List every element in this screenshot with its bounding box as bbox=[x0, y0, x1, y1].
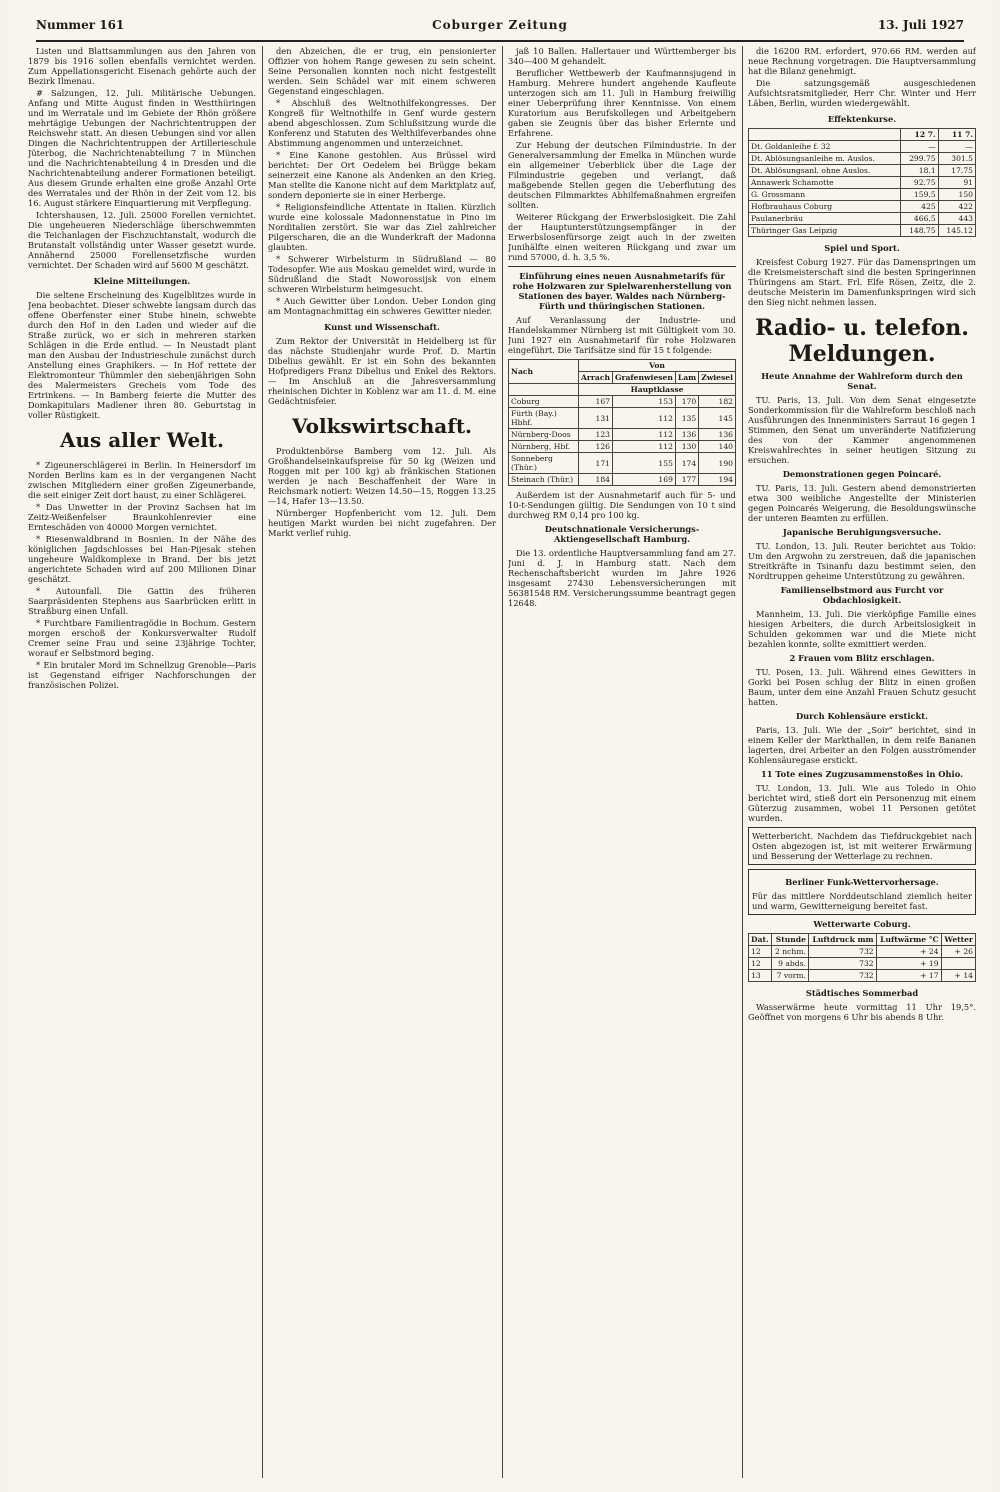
article-text: Zur Hebung der deutschen Filmindustrie. In der Generalversammlung der Emelka in München wurde ein allgemeiner Ueberblick über die Lage der Filmindustrie gegeben und verlangt, daß maßgebende Stellen gegen die Ueberflutung des deutschen Filmmarktes Abhilfemaßnahmen ergreifen sollten. bbox=[508, 140, 736, 210]
article-text: Ichtershausen, 12. Juli. 25000 Forellen vernichtet. Die ungeheueren Niederschläge überschwemmten die Teichanlagen der Fischzuchtanstalt, wodurch die Brutanstalt vollständig unter Wasser gesetzt wurde. Annähernd 25000 Forellensetzfische wurden vernichtet. Der Schaden wird auf 5600 M geschätzt. bbox=[28, 210, 256, 270]
article-text: * Abschluß des Weltnothilfekongresses. Der Kongreß für Weltnothilfe in Genf wurde gestern abend abgeschlossen. Zum Schlußsitzung wurde die Konferenz und Statuten des Welthilfeverbandes ohne Abstimmung angenommen und unterzeichnet. bbox=[268, 98, 496, 148]
article-heading: Deutschnationale Versicherungs-Aktiengesellschaft Hamburg. bbox=[544, 524, 700, 544]
article-text: Wasserwärme heute vormittag 11 Uhr 19,5°. Geöffnet von morgens 6 Uhr bis abends 8 Uhr. bbox=[748, 1002, 976, 1022]
stock-table: 12 7. 11 7. Dt. Goldanleihe f. 32 — — Dt. Ablösungsanleihe m. Auslos. 299.75 301.5 Dt. Ablösungsanl. ohne Auslos. 18.1 17.75 Annawerk Schamotte 92.75 91 G. Grossmann 159.5 150 Hofbrauhaus Coburg 425 422 Paulanerbräu 466.5 443 Thüringer Gas Leipzig 148.75 145.12 bbox=[748, 128, 976, 237]
weather-table: Dat. Stunde Luftdruck mm Luftwärme °C Wetter 12 2 nchm. 732 + 24 + 26 12 9 abds. 732 + 19 13 7 vorm. 732 + 17 + 14 bbox=[748, 933, 976, 982]
newspaper-title: Coburger Zeitung bbox=[432, 18, 568, 32]
table-header: Hauptklasse bbox=[579, 384, 736, 396]
article-text: # Salzungen, 12. Juli. Militärische Uebungen. Anfang und Mitte August finden in Westthüringen und im Werratale und im Gebiete der Rhön größere mehrtägige Uebungen der Nachrichtentruppen der Reichswehr statt. An diesen Uebungen sind vor allen Dingen die Nachrichtentruppen der Artillerieschule Jüterbog, die Nachrichtenabteilung 7 in München und die Nachrichtenabteilung 4 in Dresden und die Nachrichtenabteilung anderer Formationen beteiligt. Aus diesem Grunde erhalten eine große Anzahl Orte des Werratales und der Rhön in der Zeit vom 12. bis 16. August stärkere Einquartierung mit Verpflegung. bbox=[28, 88, 256, 208]
table-row: G. Grossmann 159.5 150 bbox=[749, 189, 976, 201]
article-text: * Eine Kanone gestohlen. Aus Brüssel wird berichtet: Der Ort Oedelem bei Brügge bekam seinerzeit eine Kanone als Andenken an den Krieg. Man stellte die Kanone nicht auf dem Marktplatz auf, sondern deponierte sie in einer Herberge. bbox=[268, 150, 496, 200]
table-header: Zwiesel bbox=[699, 372, 736, 384]
article-text: Produktenbörse Bamberg vom 12. Juli. Als Großhandelseinkaufspreise für 50 kg (Weizen und Roggen mit per 100 kg) ab fränkischen Stationen werden je nach Beschaffenheit der Ware in Reichsmark notiert: Weizen 14.50—15, Roggen 13.25—14, Hafer 13—13.50. bbox=[268, 446, 496, 506]
article-text: Außerdem ist der Ausnahmetarif auch für 5- und 10-t-Sendungen gültig. Die Sendungen von 10 t sind durchweg RM 0,14 pro 100 kg. bbox=[508, 490, 736, 520]
article-heading: Heute Annahme der Wahlreform durch den Senat. bbox=[761, 371, 963, 391]
section-heading: Kleine Mitteilungen. bbox=[93, 276, 191, 286]
section-heading: Aus aller Welt. bbox=[59, 428, 224, 452]
section-heading: Volkswirtschaft. bbox=[291, 414, 473, 438]
table-row: 13 7 vorm. 732 + 17 + 14 bbox=[749, 970, 976, 982]
column-1 bbox=[28, 46, 256, 1478]
article-text: Beruflicher Wettbewerb der Kaufmannsjugend in Hamburg. Mehrere hundert angehende Kaufleute unterzogen sich am 11. Juli in Hamburg freiwillig einer Ueberprüfung ihrer Kenntnisse. Von einem Kuratorium aus Berufskollegen und Arbeitgebern gaben sie Zeugnis über das bisher Erlernte und Erfahrene. bbox=[508, 68, 736, 138]
article-heading: Japanische Beruhigungsversuche. bbox=[782, 527, 942, 537]
table-row: Dt. Ablösungsanleihe m. Auslos. 299.75 301.5 bbox=[749, 153, 976, 165]
masthead bbox=[36, 12, 964, 42]
table-row: 12 2 nchm. 732 + 24 + 26 bbox=[749, 946, 976, 958]
column-2 bbox=[268, 46, 496, 1478]
article-text: den Abzeichen, die er trug, ein pensionierter Offizier von hohem Range gewesen zu sein scheint. Seine Personalien konnten noch nicht festgestellt werden. Sein Schädel war mit einem schweren Gegenstand eingeschlagen. bbox=[268, 46, 496, 96]
section-heading: Spiel und Sport. bbox=[824, 243, 900, 253]
article-heading: Familienselbstmord aus Furcht vor Obdachlosigkeit. bbox=[780, 585, 944, 605]
table-row: Paulanerbräu 466.5 443 bbox=[749, 213, 976, 225]
table-row: Steinach (Thür.) 184 169 177 194 bbox=[509, 474, 736, 486]
article-text: * Religionsfeindliche Attentate in Italien. Kürzlich wurde eine kolossale Madonnenstatue in Pino im Norditalien zerstört. Sie war das Ziel zahlreicher Pilgerscharen, die an die Wunderkraft der Madonna glaubten. bbox=[268, 202, 496, 252]
article-text: TU. Paris, 13. Juli. Von dem Senat eingesetzte Sonderkommission für die Wahlreform beschloß nach Ausführungen des Innenministers Sarraut 16 gegen 1 Stimmen, den Senat um unveränderte Natifizierung des von der Kammer angenommenen Kreiswahlrechtes in seiner heutigen Sitzung zu ersuchen. bbox=[748, 395, 976, 465]
article-heading: Demonstrationen gegen Poincaré. bbox=[782, 469, 942, 479]
column-divider bbox=[742, 46, 743, 1478]
issue-date: 13. Juli 1927 bbox=[877, 18, 964, 32]
article-text: Listen und Blattsammlungen aus den Jahren von 1879 bis 1916 sollen ebenfalls vernichtet werden. Zum Appellationsgericht Eisenach gehörte auch der Bezirk Ilmenau. bbox=[28, 46, 256, 86]
article-text: Die seltene Erscheinung des Kugelblitzes wurde in Jena beobachtet. Dieser schwebte langsam durch das offene Oberfenster einer Stube hinein, schwebte durch den Hof in den Laden und wieder auf die Straße zurück, wo er sich in mehreren starken Schlägen in die Erde entlud. — In Neustadt plant man den Ausbau der Industrieschule zunächst durch Anstellung eines Graphikers. — In Hof rettete der Elektromonteur Thümmler den siebenjährigen Sohn des Malermeisters Grecheis vom Tode des Ertrinkens. — In Bamberg feierte die Mutter des Domkapitulars Madlener ihren 80. Geburtstag in voller Rüstigkeit. bbox=[28, 290, 256, 420]
article-text: * Zigeunerschlägerei in Berlin. In Heinersdorf im Norden Berlins kam es in der vergangenen Nacht zwischen Mitgliedern einer großen Zigeunerbande, die seit einiger Zeit dort haust, zu einer Schlägerei. bbox=[28, 460, 256, 500]
table-row: Nürnberg-Doos 123 112 136 136 bbox=[509, 429, 736, 441]
article-text: * Schwerer Wirbelsturm in Südrußland — 80 Todesopfer. Wie aus Moskau gemeldet wird, wurde in Südrußland die Stadt Noworossijsk von einem schweren Wirbelsturm heimgesucht. bbox=[268, 254, 496, 294]
article-text: Mannheim, 13. Juli. Die vierköpfige Familie eines hiesigen Arbeiters, die durch Arbeitslosigkeit in Schulden gekommen war und die Miete nicht bezahlen konnte, sollte exmittiert werden. bbox=[748, 609, 976, 649]
article-heading: 11 Tote eines Zugzusammenstoßes in Ohio. bbox=[761, 769, 963, 779]
article-text: * Autounfall. Die Gattin des früheren Saarpräsidenten Stephens aus Saarbrücken erlitt in Straßburg einen Unfall. bbox=[28, 586, 256, 616]
article-heading: Einführung eines neuen Ausnahmetarifs für rohe Holzwaren zur Spielwarenherstellung von Stationen des bayer. Waldes nach Nürnberg-Fürth und thüringischen Stationen. bbox=[512, 271, 732, 311]
tariff-table bbox=[508, 359, 736, 486]
article-text: TU. Posen, 13. Juli. Während eines Gewitters in Gorki bei Posen schlug der Blitz in einen großen Baum, unter dem eine Anzahl Frauen Schutz gesucht hatten. bbox=[748, 667, 976, 707]
article-text: * Das Unwetter in der Provinz Sachsen hat im Zeitz-Weißenfelser Braunkohlenrevier eine Ernteschäden von 40000 Morgen vernichtet. bbox=[28, 502, 256, 532]
article-text: die 16200 RM. erfordert, 970.66 RM. werden auf neue Rechnung vorgetragen. Die Hauptversammlung hat die Bilanz genehmigt. bbox=[748, 46, 976, 76]
column-divider bbox=[262, 46, 263, 1478]
table-row: Hofbrauhaus Coburg 425 422 bbox=[749, 201, 976, 213]
section-heading: Radio- u. telefon. Meldungen. bbox=[755, 315, 969, 367]
article-text: Zum Rektor der Universität in Heidelberg ist für das nächste Studienjahr wurde Prof. D. Martin Dibelius gewählt. Er ist ein Sohn des bekannten Hofpredigers Franz Dibelius und Enkel des Rektors. — Im Anschluß an die Jahresversammlung rheinischen Dichter in Koblenz war am 11. d. M. eine Gedächtnisfeier. bbox=[268, 336, 496, 406]
table-header: Lam bbox=[675, 372, 698, 384]
article-heading: Durch Kohlensäure erstickt. bbox=[795, 711, 929, 721]
table-row: 12 9 abds. 732 + 19 bbox=[749, 958, 976, 970]
article-text: TU. Paris, 13. Juli. Gestern abend demonstrierten etwa 300 weibliche Angestellte der Ministerien gegen Poincarés Weigerung, die Besoldungswünsche der unteren Beamten zu erfüllen. bbox=[748, 483, 976, 523]
table-header: Von bbox=[579, 360, 736, 372]
table-row: Fürth (Bay.) Hbhf. 131 112 135 145 bbox=[509, 408, 736, 429]
table-row: Nürnberg, Hbf. 126 112 130 140 bbox=[509, 441, 736, 453]
section-heading: Kunst und Wissenschaft. bbox=[324, 322, 440, 332]
article-text: Kreisfest Coburg 1927. Für das Damenspringen um die Kreismeisterschaft sind die besten Springerinnen Thüringens am Start. Frl. Elfe Rösen, Zeitz, die 2. deutsche Meisterin im Damenfunkspringen wird sich den Sieg nicht nehmen lassen. bbox=[748, 257, 976, 307]
column-divider bbox=[502, 46, 503, 1478]
article-text: Auf Veranlassung der Industrie- und Handelskammer Nürnberg ist mit Gültigkeit vom 30. Juni 1927 ein Ausnahmetarif für rohe Holzwaren eingeführt. Die Tarifsätze sind für 15 t folgende: bbox=[508, 315, 736, 355]
article-text: Die satzungsgemäß ausgeschiedenen Aufsichtsratsmitglieder, Herr Chr. Winter und Herr Läben, Berlin, wurden wiedergewählt. bbox=[748, 78, 976, 108]
article-text: jaß 10 Ballen. Hallertauer und Württemberger bis 340—400 M gehandelt. bbox=[508, 46, 736, 66]
article-text: Weiterer Rückgang der Erwerbslosigkeit. Die Zahl der Hauptunterstützungsempfänger in der Erwerbslosenfürsorge zeigt auch in der zweiten Junihälfte einen weiteren Rückgang und zwar um rund 57000, d. h. 3,5 %. bbox=[508, 212, 736, 262]
table-row: Sonneberg (Thür.) 171 155 174 190 bbox=[509, 453, 736, 474]
weather-report: Wetterbericht. Nachdem das Tiefdruckgebiet nach Osten abgezogen ist, ist mit weiterer Erwärmung und Besserung der Wetterlage zu rechnen. bbox=[748, 827, 976, 865]
table-row: Annawerk Schamotte 92.75 91 bbox=[749, 177, 976, 189]
table-row: Dt. Goldanleihe f. 32 — — bbox=[749, 141, 976, 153]
article-heading: 2 Frauen vom Blitz erschlagen. bbox=[789, 653, 935, 663]
table-header: Nach bbox=[509, 360, 579, 384]
table-header: Arrach bbox=[579, 372, 613, 384]
table-header: Grafenwiesen bbox=[613, 372, 676, 384]
article-text: Paris, 13. Juli. Wie der „Soir“ berichtet, sind in einem Keller der Markthallen, in dem reife Bananen lagerten, drei Arbeiter an den Folgen ausströmender Kohlensäuregase erstickt. bbox=[748, 725, 976, 765]
table-row: Thüringer Gas Leipzig 148.75 145.12 bbox=[749, 225, 976, 237]
article-text: * Ein brutaler Mord im Schnellzug Grenoble—Paris ist Gegenstand eifriger Nachforschungen der französischen Polizei. bbox=[28, 660, 256, 690]
article-text: * Riesenwaldbrand in Bosnien. In der Nähe des königlichen Jagdschlosses bei Han-Pijesak stehen ungeheure Waldkomplexe in Brand. Der bis jetzt angerichtete Schaden wird auf 200 Millionen Dinar geschätzt. bbox=[28, 534, 256, 584]
weather-station-heading: Wetterwarte Coburg. bbox=[813, 919, 911, 929]
article-text: Nürnberger Hopfenbericht vom 12. Juli. Dem heutigen Markt wurden bei nicht zugefahren. Der Markt verlief ruhig. bbox=[268, 508, 496, 538]
article-text: Die 13. ordentliche Hauptversammlung fand am 27. Juni d. J. in Hamburg statt. Nach dem Rechenschaftsbericht wurden im Jahre 1926 insgesamt 27430 Lebensversicherungen mit 56381548 RM. Versicherungssumme beantragt gegen 12648. bbox=[508, 548, 736, 608]
radio-forecast: Berliner Funk-Wettervorhersage. Für das mittlere Norddeutschland ziemlich heiter und warm, Gewitterneigung bereitet fast. bbox=[748, 869, 976, 915]
article-text: * Furchtbare Familientragödie in Bochum. Gestern morgen erschoß der Konkursverwalter Rudolf Cremer seine Frau und seine 23jährige Tochter, worauf er Selbstmord beging. bbox=[28, 618, 256, 658]
newspaper-page bbox=[8, 0, 992, 1492]
column-4 bbox=[748, 46, 976, 1478]
article-text: TU. London, 13. Juli. Reuter berichtet aus Tokio: Um den Argwohn zu zerstreuen, daß die japanischen Streitkräfte in Tsinanfu dazu bestimmt seien, den Nordtruppen geheime Unterstützung zu gewähren. bbox=[748, 541, 976, 581]
table-row: Coburg 167 153 170 182 bbox=[509, 396, 736, 408]
section-heading: Städtisches Sommerbad bbox=[805, 988, 919, 998]
column-3 bbox=[508, 46, 736, 1478]
issue-number: Nummer 161 bbox=[36, 18, 125, 32]
article-text: TU. London, 13. Juli. Wie aus Toledo in Ohio berichtet wird, stieß dort ein Personenzug mit einem Güterzug zusammen, wobei 11 Personen getötet wurden. bbox=[748, 783, 976, 823]
section-heading: Effektenkurse. bbox=[827, 114, 897, 124]
article-text: * Auch Gewitter über London. Ueber London ging am Montagnachmittag ein schweres Gewitter nieder. bbox=[268, 296, 496, 316]
table-row: Dt. Ablösungsanl. ohne Auslos. 18.1 17.75 bbox=[749, 165, 976, 177]
